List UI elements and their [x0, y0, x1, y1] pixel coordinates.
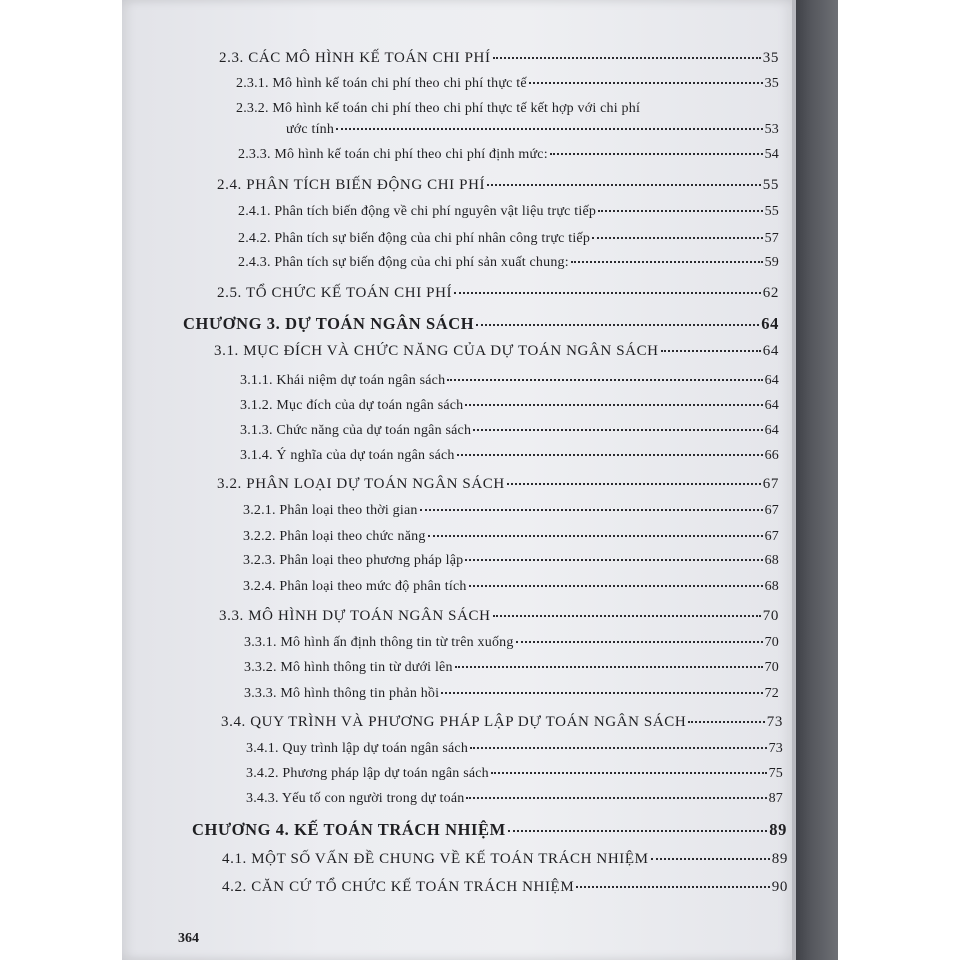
toc-entry	[222, 846, 788, 872]
page-number: 364	[178, 931, 199, 946]
leader-dots	[576, 886, 770, 888]
leader-dots	[465, 404, 762, 406]
toc-entry-page: 66	[764, 448, 779, 463]
toc-entry-page: 68	[764, 579, 779, 594]
leader-dots	[428, 535, 763, 537]
toc-entry	[219, 45, 779, 71]
toc-entry-page: 35	[762, 50, 779, 66]
leader-dots	[476, 324, 759, 326]
toc-entry	[238, 199, 779, 225]
toc-entry-continuation-text: ước tính	[286, 122, 335, 137]
toc-entry-page: 73	[766, 714, 783, 730]
leader-dots	[651, 858, 770, 860]
toc-chapter-label: CHƯƠNG 3. DỰ TOÁN NGÂN SÁCH	[183, 314, 475, 333]
toc-entry-label: 3.1.3. Chức năng của dự toán ngân sách	[240, 423, 472, 438]
toc-entry-label: 2.3. CÁC MÔ HÌNH KẾ TOÁN CHI PHÍ	[219, 50, 491, 66]
toc-entry-label: 3.4.3. Yếu tố con người trong dự toán	[246, 791, 465, 806]
toc-entry	[238, 142, 779, 168]
toc-entry	[240, 418, 779, 444]
toc-entry-page: 87	[768, 791, 783, 806]
toc-entry-label: 3.4.1. Quy trình lập dự toán ngân sách	[246, 741, 469, 756]
toc-entry-label: 2.4.3. Phân tích sự biến động của chi phí sản xuất chung:	[238, 255, 569, 270]
toc-entry-label: 3.3.1. Mô hình ấn định thông tin từ trên xuống	[244, 635, 514, 650]
toc-entry	[238, 250, 779, 276]
toc-entry-page: 57	[764, 231, 779, 246]
toc-entry-label: 3.2.3. Phân loại theo phương pháp lập	[243, 553, 464, 568]
toc-entry-label: 2.4.2. Phân tích sự biến động của chi phí nhân công trực tiếp	[238, 231, 591, 246]
toc-entry-label: 2.3.3. Mô hình kế toán chi phí theo chi phí định mức:	[238, 147, 548, 162]
toc-entry-label: 4.2. CĂN CỨ TỔ CHỨC KẾ TOÁN TRÁCH NHIỆM	[222, 879, 575, 895]
toc-entry-page: 64	[764, 423, 779, 438]
leader-dots	[598, 210, 763, 212]
leader-dots	[550, 153, 763, 155]
toc-entry-page: 73	[768, 741, 783, 756]
toc-entry	[243, 524, 779, 550]
toc-entry-label: 3.3.3. Mô hình thông tin phản hồi	[244, 686, 440, 701]
leader-dots	[455, 666, 763, 668]
toc-entry-page: 67	[764, 503, 779, 518]
toc-entry-label: 2.3.1. Mô hình kế toán chi phí theo chi phí thực tế	[236, 76, 527, 91]
toc-entry	[244, 655, 779, 681]
leader-dots	[491, 772, 767, 774]
toc-entry-label: 3.2.2. Phân loại theo chức năng	[243, 529, 426, 544]
toc-entry	[236, 71, 779, 97]
toc-entry	[221, 709, 783, 735]
leader-dots	[508, 830, 767, 832]
toc-entry-page: 90	[771, 879, 788, 895]
toc-entry-label: 2.4.1. Phân tích biến động về chi phí nguyên vật liệu trực tiếp	[238, 204, 597, 219]
toc-entry-page: 67	[762, 476, 779, 492]
toc-entry-label: 3.1.1. Khái niệm dự toán ngân sách	[240, 373, 446, 388]
toc-entry-page: 64	[764, 373, 779, 388]
toc-entry	[244, 630, 779, 656]
toc-entry-page: 72	[764, 686, 779, 701]
leader-dots	[465, 559, 762, 561]
toc-entry-page: 35	[764, 76, 779, 91]
toc-chapter-entry	[192, 817, 787, 843]
leader-dots	[571, 261, 763, 263]
toc-entry-page: 89	[771, 851, 788, 867]
toc-entry-page: 70	[764, 660, 779, 675]
leader-dots	[470, 747, 767, 749]
toc-entry-page: 70	[764, 635, 779, 650]
toc-entry-page: 55	[762, 177, 779, 193]
toc-entry-page: 68	[764, 553, 779, 568]
toc-chapter-page: 89	[769, 820, 787, 839]
leader-dots	[688, 721, 764, 723]
toc-entry-page: 67	[764, 529, 779, 544]
toc-entry-page: 59	[764, 255, 779, 270]
leader-dots	[336, 128, 763, 130]
toc-entry-label: 2.5. TỔ CHỨC KẾ TOÁN CHI PHÍ	[217, 285, 453, 301]
leader-dots	[661, 350, 761, 352]
toc-entry	[219, 603, 779, 629]
toc-entry-label: 2.4. PHÂN TÍCH BIẾN ĐỘNG CHI PHÍ	[217, 177, 486, 193]
toc-entry-label: 3.3.2. Mô hình thông tin từ dưới lên	[244, 660, 453, 675]
leader-dots	[466, 797, 766, 799]
toc-entry-label: 4.1. MỘT SỐ VẤN ĐỀ CHUNG VỀ KẾ TOÁN TRÁCH NHIỆM	[222, 851, 649, 867]
toc-entry	[240, 368, 779, 394]
toc-entry-label: 3.2.1. Phân loại theo thời gian	[243, 503, 418, 518]
toc-entry-page: 62	[762, 285, 779, 301]
toc-entry-page: 53	[764, 122, 779, 137]
toc-entry	[217, 471, 779, 497]
toc-entry-label: 3.2.4. Phân loại theo mức độ phân tích	[243, 579, 467, 594]
leader-dots	[493, 57, 761, 59]
leader-dots	[516, 641, 763, 643]
toc-entry	[240, 443, 779, 469]
toc-entry-page: 70	[762, 608, 779, 624]
toc-entry	[217, 280, 779, 306]
toc-entry	[217, 172, 779, 198]
toc-entry	[243, 548, 779, 574]
leader-dots	[454, 292, 761, 294]
leader-dots	[457, 454, 763, 456]
toc-entry-page: 54	[764, 147, 779, 162]
toc-entry	[243, 574, 779, 600]
leader-dots	[493, 615, 761, 617]
toc-entry	[240, 393, 779, 419]
toc-entry-label: 2.3.2. Mô hình kế toán chi phí theo chi phí thực tế kết hợp với chi phí	[236, 101, 641, 116]
leader-dots	[592, 237, 763, 239]
toc-entry	[246, 786, 783, 812]
toc-entry-label: 3.1.4. Ý nghĩa của dự toán ngân sách	[240, 448, 455, 463]
toc-chapter-page: 64	[761, 314, 779, 333]
toc-entry-continuation	[286, 117, 779, 143]
leader-dots	[447, 379, 762, 381]
toc-entry-page: 64	[762, 343, 779, 359]
toc-entry-page: 55	[764, 204, 779, 219]
leader-dots	[529, 82, 763, 84]
leader-dots	[487, 184, 761, 186]
toc-entry-label: 3.4.2. Phương pháp lập dự toán ngân sách	[246, 766, 489, 781]
leader-dots	[507, 483, 761, 485]
toc-entry-label: 3.1. MỤC ĐÍCH VÀ CHỨC NĂNG CỦA DỰ TOÁN NGÂN SÁCH	[214, 343, 659, 359]
toc-entry-label: 3.1.2. Mục đích của dự toán ngân sách	[240, 398, 464, 413]
toc-entry	[222, 874, 788, 900]
toc-chapter-entry	[183, 311, 779, 337]
toc-entry-page: 75	[768, 766, 783, 781]
toc-entry-label: 3.3. MÔ HÌNH DỰ TOÁN NGÂN SÁCH	[219, 608, 491, 624]
toc-entry	[238, 226, 779, 252]
toc-entry-page: 64	[764, 398, 779, 413]
toc-entry-label: 3.4. QUY TRÌNH VÀ PHƯƠNG PHÁP LẬP DỰ TOÁN NGÂN SÁCH	[221, 714, 687, 730]
leader-dots	[473, 429, 762, 431]
toc-chapter-label: CHƯƠNG 4. KẾ TOÁN TRÁCH NHIỆM	[192, 820, 506, 839]
toc-entry	[214, 338, 779, 364]
leader-dots	[441, 692, 762, 694]
toc-entry	[246, 736, 783, 762]
leader-dots	[420, 509, 763, 511]
leader-dots	[469, 585, 763, 587]
toc-entry	[243, 498, 779, 524]
toc-entry-label: 3.2. PHÂN LOẠI DỰ TOÁN NGÂN SÁCH	[217, 476, 505, 492]
toc-entry	[244, 681, 779, 707]
toc-entry	[246, 761, 783, 787]
